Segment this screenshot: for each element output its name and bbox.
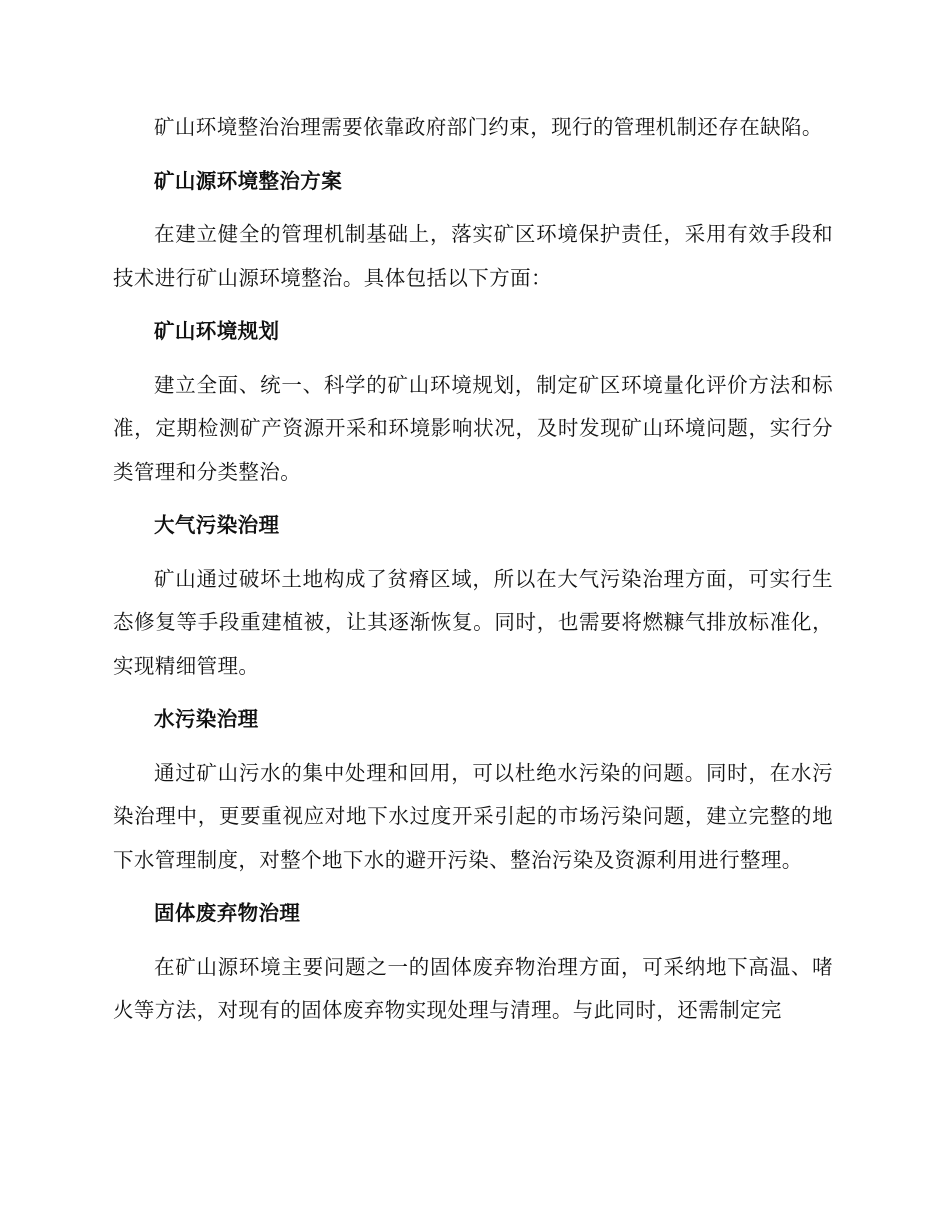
paragraph-water-pollution: 通过矿山污水的集中处理和回用，可以杜绝水污染的问题。同时，在水污染治理中，更要重视应对地下水过度开采引起的市场污染问题，建立完整的地下水管理制度，对整个地下水的避开污染、整治污染及资源利用进行整理。 (113, 760, 833, 872)
heading-remediation-plan: 矿山源环境整治方案 (154, 168, 343, 193)
heading-solid-waste: 固体废弃物治理 (154, 901, 301, 925)
paragraph-air-pollution: 矿山通过破坏土地构成了贫瘠区域，所以在大气污染治理方面，可实行生态修复等手段重建植被，让其逐渐恢复。同时，也需要将燃糠气排放标准化，实现精细管理。 (113, 566, 833, 678)
paragraph-solid-waste: 在矿山源环境主要问题之一的固体废弃物治理方面，可采纳地下高温、啫火等方法，对现有的固体废弃物实现处理与清理。与此同时，还需制定完 (113, 954, 833, 1022)
document-body (113, 106, 833, 1043)
paragraph-environment-planning: 建立全面、统一、科学的矿山环境规划，制定矿区环境量化评价方法和标准，定期检测矿产资源开采和环境影响状况，及时发现矿山环境问题，实行分类管理和分类整治。 (113, 372, 833, 484)
heading-environment-planning: 矿山环境规划 (154, 319, 280, 343)
paragraph-mgmt-defect: 矿山环境整治治理需要依靠政府部门约束，现行的管理机制还存在缺陷。 (154, 115, 823, 139)
heading-water-pollution: 水污染治理 (154, 707, 259, 731)
heading-air-pollution: 大气污染治理 (154, 513, 280, 537)
paragraph-plan-intro: 在建立健全的管理机制基础上，落实矿区环境保护责任，采用有效手段和技术进行矿山源环境整治。具体包括以下方面： (113, 222, 833, 290)
